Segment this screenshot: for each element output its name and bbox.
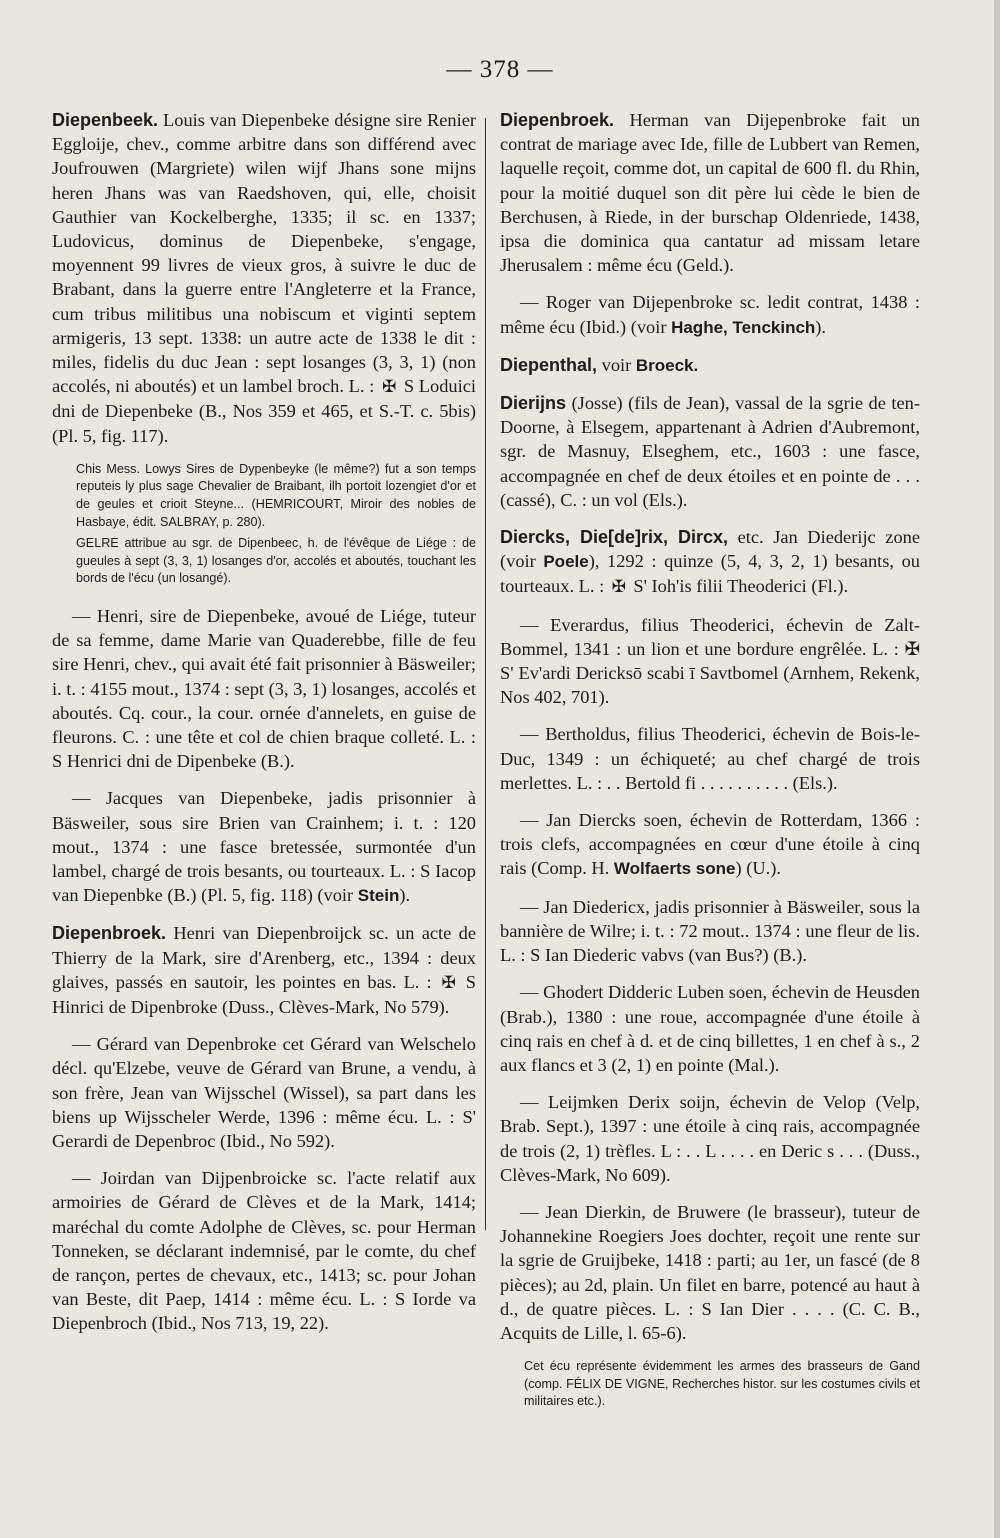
cross-reference: Broeck.: [635, 355, 699, 375]
page-edge: [994, 0, 1000, 1538]
entry-jan-diercks: [500, 808, 920, 882]
seal-cross-icon: ✠: [611, 577, 626, 598]
entry-text: Herman van Dijepenbroke fait un contrat de mariage avec Ide, fille de Lubbert van Remen, laquelle reçoit, comme dot, un capital de 600 fl. du Rhin, pour la moitié duquel son dit père lui cède le bien de Berchusen, à Riede, in der burschap Oldenriede, 1438, ipsa die dominica qua cantatur ad missam letare Jherusalem : même écu (Geld.).: [500, 110, 920, 276]
entry-heading: Diepenbeek.: [52, 110, 159, 130]
entry-text-mid: ), 1292 : quinze (5, 4, 3, 2, 1) besants, ou tourteaux. L. :: [500, 551, 920, 597]
entry-text-tail: S' Ioh'is filii Theoderici (Fl.).: [633, 576, 849, 597]
footnote-block: [76, 461, 476, 588]
entry-roger: [500, 290, 920, 339]
entry-text: — Jan Diercks soen, échevin de Rotterdam, 1366 : trois clefs, accompagnées en cœur d'une étoile à cinq rais (Comp. H.: [500, 810, 920, 879]
seal-cross-icon: ✠: [441, 972, 456, 993]
entry-diepenbeek: [52, 108, 476, 448]
entry-text: Louis van Diepenbeke désigne sire Renier Eggloije, chev., comme arbitre dans son différend avec Joufrouwen (Margriete) wilen wijf Jhans sone mijns heren Jhans was van Raedshoven, qui, elle, choisit Gauthier van Kockelberghe, 1335; il sc. en 1337; Ludovicus, dominus de Diepenbeke, s'engage, moyennent 99 livres de vieux gros, à suivre le duc de Brabant, dans la guerre entre l'Angleterre et la France, cum tribus militibus una nobiscum et viginti septem armigeris, 13 sept. 1338: un autre acte de 1338 le dit : miles, fidelis du duc Jean : sept losanges (3, 3, 1) (non accolés, ni aboutés) et un lambel broch. L. :: [52, 110, 476, 397]
entry-leijmken: — Leijmken Derix soijn, échevin de Velop (Velp, Brab. Sept.), 1397 : une étoile à cinq rais, accompagnée de trois (2, 1) trèfles. L : . . L . . . . en Deric s . . . (Duss., Clèves-Mark, No 609).: [500, 1092, 920, 1185]
cross-reference: Poele: [543, 552, 589, 572]
entry-diepenbroek-herman: [500, 108, 920, 277]
entry-bertholdus: — Bertholdus, filius Theoderici, échevin de Bois-le-Duc, 1349 : un échiqueté; au chef chargé de trois merlettes. L. : . . Bertold fi . . . . . . . . . . (Els.).: [500, 724, 920, 793]
entry-heading: Diepenbroek.: [52, 923, 167, 944]
entry-text: etc. Jan Diederijc zone (voir: [500, 527, 920, 572]
entry-heading: Diepenbroek.: [500, 110, 615, 130]
entry-diepenthal: [500, 353, 920, 378]
entry-text: voir: [601, 354, 632, 375]
entry-everardus: — Everardus, filius Theoderici, échevin de Zalt-Bommel, 1341 : un lion et une bordure engrêlée. L. : ✠ S' Ev'ardi Dericksō scabi ī Savtbomel (Arnhem, Rekenk, Nos 402, 701).: [500, 614, 920, 708]
entry-ghodert: — Ghodert Didderic Luben soen, échevin de Heusden (Brab.), 1380 : une roue, accompagnée d'une étoile à cinq rais en chef à d. et de cinq billettes, 1 en chef à s., 2 aux flancs et 3 (2, 1) en pointe (Mal.).: [500, 982, 920, 1075]
cross-reference: Haghe, Tenckinch: [671, 317, 816, 337]
entry-henri: — Henri, sire de Diepenbeke, avoué de Liége, tuteur de sa femme, dame Marie van Quaderebbe, fille de feu sire Henri, chev., qui avait été fait prisonnier à Bäsweiler; i. t. : 4155 mout., 1374 : sept (3, 3, 1) losanges, accolés et aboutés. Cq. cour., la cour. ornée d'annelets, en guise de fleurons. C. : une tête et col de chien braque colleté. L. : S Henrici dni de Dipenbeke (B.).: [52, 606, 476, 772]
entry-heading: Diepenthal,: [500, 354, 598, 375]
entry-heading: Diercks, Die[de]rix, Dircx,: [500, 527, 729, 548]
entry-text: — Roger van Dijepenbroke sc. ledit contrat, 1438 : même écu (Ibid.) (voir: [500, 292, 920, 337]
entry-diepenbroek-henri: [52, 921, 476, 1019]
entry-text-end: ) (U.).: [735, 858, 781, 879]
footnote-block: [524, 1358, 920, 1411]
entry-gerard: — Gérard van Depenbroke cet Gérard van Welschelo décl. qu'Elzebe, veuve de Gérard van Brune, a vendu, à son frère, Jean van Wijsschel (Wissel), sa part dans les biens up Wijsscheler Werde, 1396 : même écu. L. : S' Gerardi de Depenbroc (Ibid., No 592).: [52, 1034, 476, 1152]
entry-text-tail: S Loduici dni de Diepenbeke (B., Nos 359 et 465, et S.-T. c. 5bis) (Pl. 5, fig. 117).: [52, 376, 477, 446]
entry-text: (Josse) (fils de Jean), vassal de la sgrie de ten-Doorne, à Elsegem, appartenant à Adrien d'Aubremont, sgr. de Masnuy, Elseghem, etc., 1603 : une fasce, accompagnée en chef de deux étoiles et en pointe de . . . (cassé), C. : un vol (Els.).: [500, 393, 920, 510]
entry-heading: Dierijns: [500, 393, 567, 414]
seal-cross-icon: ✠: [381, 377, 397, 398]
entry-diercks: [500, 525, 920, 600]
footnote-brasseurs: Cet écu représente évidemment les armes des brasseurs de Gand (comp. FÉLIX DE VIGNE, Recherches histor. sur les costumes civils et militaires etc.).: [524, 1359, 920, 1409]
entry-jacques: [52, 786, 476, 908]
left-column: [52, 108, 476, 1349]
page-number: — 378 —: [446, 56, 554, 83]
column-divider: [485, 118, 486, 1230]
cross-reference: Wolfaerts sone: [613, 859, 736, 879]
footnote-gelre: GELRE attribue au sgr. de Dipenbeec, h. de l'évêque de Liége : de gueules à sept (3, 3, 1) losanges d'or, accolés et aboutés, touchant les bords de l'écu (un losangé).: [76, 536, 476, 586]
entry-joirdan: — Joirdan van Dijpenbroicke sc. l'acte relatif aux armoiries de Gérard de Clèves et de la Mark, 1414; maréchal du comte Adolphe de Clèves, sc. pour Herman Tonneken, se déclarant indemnisé, par le comte, du chef de rançon, pertes de chevaux, etc., 1413; sc. pour Johan van Beste, dit Paep, 1414 : même écu. L. : S Iorde va Diepenbroch (Ibid., Nos 713, 19, 22).: [52, 1168, 476, 1334]
cross-reference: Stein: [357, 886, 400, 906]
entry-jan-diedericx: — Jan Diedericx, jadis prisonnier à Bäsweiler, sous la bannière de Wilre; i. t. : 72 mout.. 1374 : une fleur de lis. L. : S Ian Diederic vabvs (van Bus?) (B.).: [500, 896, 920, 966]
entry-text-end: ).: [815, 316, 827, 337]
entry-jean-dierkin: — Jean Dierkin, de Bruwere (le brasseur), tuteur de Johannekine Roegiers Joes dochter, reçoit une rente sur la sgrie de Gruijbeke, 1418 : parti; au 1er, un fascé (de 8 pièces); au 2d, plain. Un filet en barre, potencé au haut à d., de quatre pièces. L. : S Ian Dier . . . . (C. C. B., Acquits de Lille, l. 65-6).: [500, 1201, 920, 1343]
entry-text: Henri van Diepenbroijck sc. un acte de Thierry de la Mark, sire d'Arenberg, etc., 1394 : deux glaives, passés en sautoir, les pointes en bas. L. :: [52, 923, 476, 992]
entry-text: — Jacques van Diepenbeke, jadis prisonnier à Bäsweiler, sous sire Brien van Crainhem; i. t. : 120 mout., 1374 : une fasce bretessée, surmontée d'un lambel, chargé de trois besants, ou tourteaux. L. : S Iacop van Diepenbke (B.) (Pl. 5, fig. 118) (voir: [52, 788, 476, 906]
right-column: [500, 108, 920, 1427]
entry-dierijns: [500, 391, 920, 512]
footnote-hemricourt: Chis Mess. Lowys Sires de Dypenbeyke (le même?) fut a son temps reputeis ly plus sage Chevalier de Braibant, ilh portoit lozengiet d'or et de geules et crioit Steyne... (HEMRICOURT, Miroir des nobles de Hasbaye, édit. SALBRAY, p. 280).: [76, 461, 476, 529]
entry-text-tail: S Hinrici de Dipenbroke (Duss., Clèves-Mark, No 579).: [52, 971, 476, 1018]
entry-text-end: ).: [399, 885, 411, 906]
